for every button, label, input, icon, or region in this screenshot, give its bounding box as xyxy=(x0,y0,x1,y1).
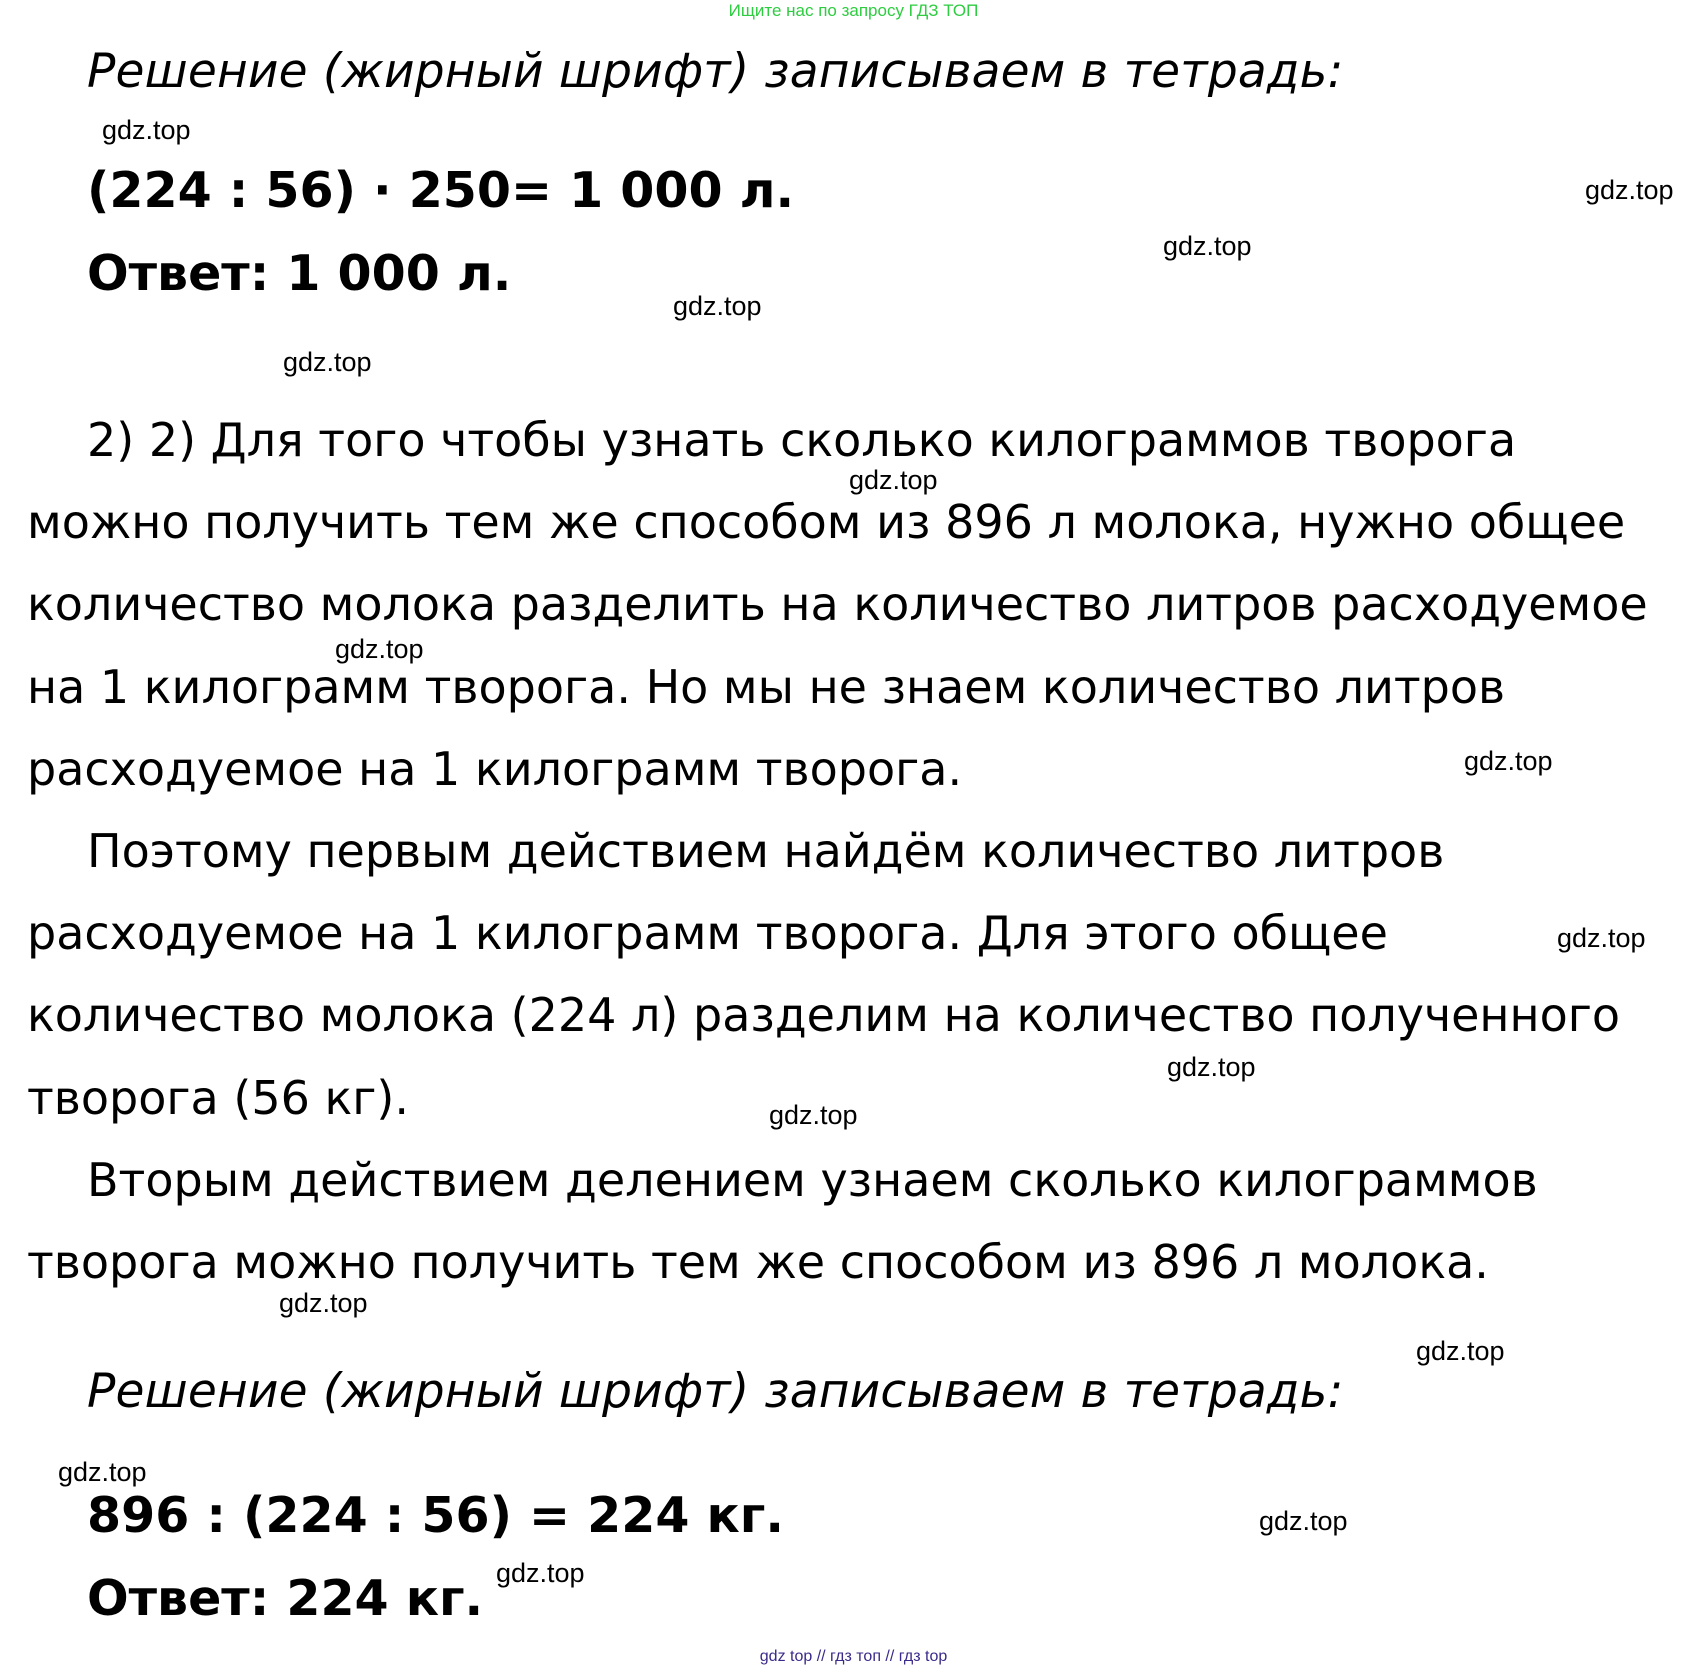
paragraph-line-10: Вторым действием делением узнаем сколько килограммов xyxy=(87,1153,1538,1207)
top-banner: Ищите нас по запросу ГДЗ ТОП xyxy=(728,1,979,20)
watermark: gdz.top xyxy=(1464,746,1553,776)
solution-heading-1: Решение (жирный шрифт) записываем в тетрадь: xyxy=(87,44,1344,99)
paragraph-line-4: на 1 килограмм творога. Но мы не знаем количество литров xyxy=(27,660,1506,714)
answer-1: Ответ: 1 000 л. xyxy=(87,245,512,302)
watermark: gdz.top xyxy=(849,465,938,495)
paragraph-line-9: творога (56 кг). xyxy=(27,1071,409,1125)
watermark: gdz.top xyxy=(769,1100,858,1130)
paragraph-line-3: количество молока разделить на количество литров расходуемое xyxy=(27,577,1648,631)
watermark: gdz.top xyxy=(58,1457,147,1487)
watermark: gdz.top xyxy=(102,115,191,145)
paragraph-line-1: 2) 2) Для того чтобы узнать сколько килограммов творога xyxy=(87,413,1517,467)
solution-heading-2: Решение (жирный шрифт) записываем в тетрадь: xyxy=(87,1364,1344,1419)
paragraph-line-11: творога можно получить тем же способом из 896 л молока. xyxy=(27,1235,1489,1289)
solution-formula-2: 896 : (224 : 56) = 224 кг. xyxy=(87,1487,784,1544)
paragraph-line-6: Поэтому первым действием найдём количество литров xyxy=(87,824,1445,878)
paragraph-line-2: можно получить тем же способом из 896 л молока, нужно общее xyxy=(27,495,1626,549)
watermark: gdz.top xyxy=(1167,1052,1256,1082)
watermark: gdz.top xyxy=(279,1288,368,1318)
watermark: gdz.top xyxy=(1416,1336,1505,1366)
watermark: gdz.top xyxy=(1259,1506,1348,1536)
solution-formula-1: (224 : 56) · 250= 1 000 л. xyxy=(87,162,795,219)
watermark: gdz.top xyxy=(283,347,372,377)
watermark: gdz.top xyxy=(673,291,762,321)
answer-2: Ответ: 224 кг. xyxy=(87,1570,484,1627)
paragraph-line-7: расходуемое на 1 килограмм творога. Для этого общее xyxy=(27,906,1388,960)
paragraph-line-5: расходуемое на 1 килограмм творога. xyxy=(27,742,963,796)
bottom-watermark: gdz top // гдз топ // гдз top xyxy=(759,1648,948,1665)
paragraph-line-8: количество молока (224 л) разделим на количество полученного xyxy=(27,988,1621,1042)
watermark: gdz.top xyxy=(1585,175,1674,205)
watermark: gdz.top xyxy=(1163,231,1252,261)
watermark: gdz.top xyxy=(1557,923,1646,953)
watermark: gdz.top xyxy=(335,634,424,664)
watermark: gdz.top xyxy=(496,1558,585,1588)
